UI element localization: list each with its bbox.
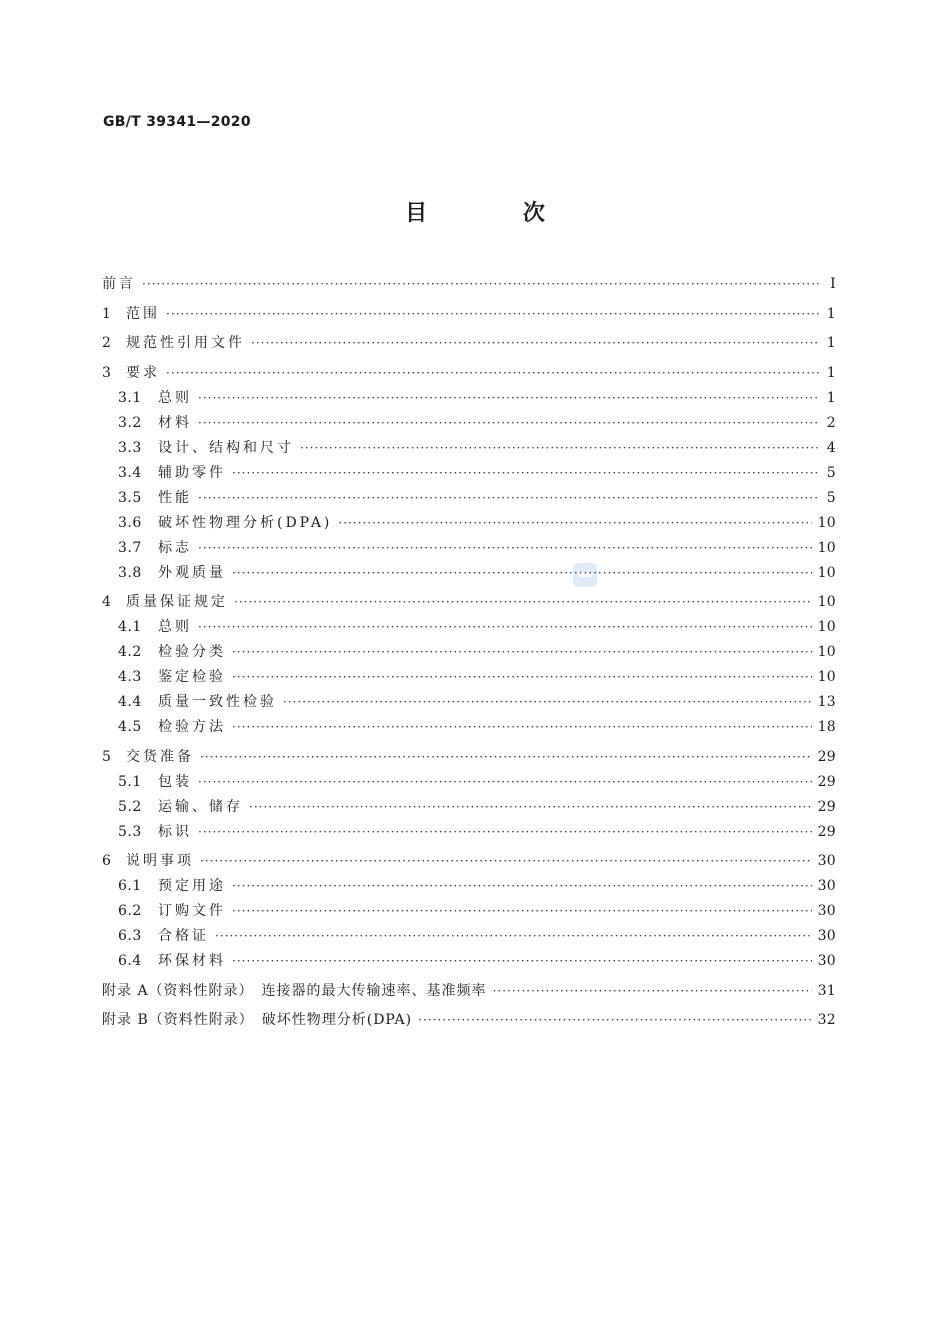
toc-leader-dots — [232, 899, 812, 924]
toc-entry-page: 29 — [817, 798, 836, 815]
toc-entry-page: 10 — [817, 644, 836, 660]
toc-leader-dots — [232, 461, 820, 486]
toc-entry-number: 3.1 — [118, 389, 142, 406]
toc-leader-dots — [215, 924, 812, 949]
toc-entry[interactable] — [102, 690, 836, 715]
toc-entry-title: 预定用途 — [158, 878, 226, 894]
toc-leader-dots — [232, 874, 812, 899]
toc-leader-dots — [166, 361, 820, 386]
toc-entry-number: 3.3 — [118, 439, 142, 456]
toc-leader-dots — [198, 411, 820, 436]
toc-entry-title: 性能 — [158, 489, 192, 506]
toc-entry-number: 3.5 — [118, 489, 142, 506]
toc-entry[interactable] — [102, 1008, 836, 1033]
toc-leader-dots — [232, 715, 812, 740]
toc-entry[interactable] — [102, 795, 836, 820]
toc-entry-number: 3 — [102, 364, 112, 381]
toc-entry-number: 6 — [102, 853, 112, 869]
toc-leader-dots — [200, 745, 812, 770]
toc-entry[interactable] — [102, 820, 836, 845]
toc-leader-dots — [200, 849, 812, 874]
toc-entry-title: 外观质量 — [158, 564, 226, 581]
toc-leader-dots — [300, 436, 820, 461]
toc-entry-title: 标志 — [158, 539, 192, 556]
toc-entry-page: 5 — [826, 489, 836, 506]
toc-entry-page: 30 — [817, 903, 836, 919]
toc-entry-title: 要求 — [126, 364, 160, 381]
toc-entry-page: 31 — [817, 982, 836, 999]
toc-entry[interactable] — [102, 899, 836, 924]
toc-leader-dots — [166, 302, 820, 327]
toc-entry-page: 30 — [817, 878, 836, 894]
toc-entry[interactable] — [102, 770, 836, 795]
toc-entry-number: 3.8 — [118, 564, 142, 581]
toc-entry[interactable] — [102, 561, 836, 586]
toc-entry[interactable] — [102, 640, 836, 665]
toc-entry-page: 10 — [817, 564, 836, 581]
toc-entry[interactable] — [102, 615, 836, 640]
toc-entry[interactable] — [102, 590, 836, 615]
toc-entry-page: 10 — [817, 514, 836, 531]
toc-entry-page: 29 — [817, 823, 836, 840]
toc-entry-title: 检验分类 — [158, 644, 226, 660]
toc-entry-page: Ⅰ — [830, 276, 836, 292]
toc-leader-dots — [232, 561, 812, 586]
toc-leader-dots — [198, 386, 820, 411]
toc-entry-page: 30 — [817, 953, 836, 969]
toc-entry[interactable] — [102, 849, 836, 874]
toc-entry-page: 1 — [826, 389, 836, 406]
toc-entry-number: 4.3 — [118, 669, 142, 685]
toc-entry-number: 5.1 — [118, 773, 142, 790]
toc-leader-dots — [232, 640, 812, 665]
toc-leader-dots — [493, 979, 812, 1004]
toc-entry-number: 1 — [102, 305, 112, 322]
toc-entry-number: 4.1 — [118, 619, 142, 635]
toc-entry[interactable] — [102, 486, 836, 511]
toc-leader-dots — [232, 949, 812, 974]
toc-entry-number: 4.2 — [118, 644, 142, 660]
toc-entry[interactable] — [102, 361, 836, 386]
toc-entry-title: 规范性引用文件 — [126, 335, 245, 351]
toc-entry[interactable] — [102, 536, 836, 561]
toc-entry[interactable] — [102, 979, 836, 1004]
toc-entry-page: 29 — [817, 773, 836, 790]
toc-entry-title: 环保材料 — [158, 953, 226, 969]
toc-entry-page: 30 — [817, 928, 836, 944]
toc-entry-page: 4 — [826, 439, 836, 456]
toc-entry-page: 10 — [817, 594, 836, 610]
toc-entry-page: 30 — [817, 853, 836, 869]
toc-entry-number: 4.4 — [118, 694, 142, 710]
toc-entry-number: 4 — [102, 594, 112, 610]
toc-entry-title: 范围 — [126, 305, 160, 322]
toc-entry-title: 订购文件 — [158, 903, 226, 919]
document-code: GB/T 39341—2020 — [103, 114, 251, 130]
toc-entry[interactable] — [102, 874, 836, 899]
toc-entry-title: 附录 B（资料性附录） 破坏性物理分析(DPA) — [102, 1012, 413, 1028]
toc-leader-dots — [198, 536, 812, 561]
toc-leader-dots — [198, 615, 812, 640]
toc-leader-dots — [249, 795, 812, 820]
toc-entry-number: 5.3 — [118, 823, 142, 840]
toc-entry-page: 5 — [826, 464, 836, 481]
toc-entry-title: 说明事项 — [126, 853, 194, 869]
toc-entry-title: 辅助零件 — [158, 464, 226, 481]
toc-entry-title: 破坏性物理分析(DPA) — [158, 514, 333, 531]
toc-entry-number: 3.6 — [118, 514, 142, 531]
toc-entry[interactable] — [102, 331, 836, 356]
toc-entry-number: 5.2 — [118, 798, 142, 815]
toc-entry-page: 1 — [826, 305, 836, 322]
toc-entry-number: 2 — [102, 335, 112, 351]
toc-entry-page: 18 — [817, 719, 836, 735]
toc-entry-title: 材料 — [158, 414, 192, 431]
page-title: 目 次 — [405, 201, 589, 226]
toc-entry[interactable] — [102, 715, 836, 740]
toc-entry-number: 4.5 — [118, 719, 142, 735]
toc-entry-number: 6.1 — [118, 878, 142, 894]
toc-entry-title: 鉴定检验 — [158, 669, 226, 685]
toc-entry-title: 总则 — [158, 619, 192, 635]
toc-leader-dots — [251, 331, 820, 356]
toc-entry-number: 3.4 — [118, 464, 142, 481]
toc-entry-number: 3.2 — [118, 414, 142, 431]
toc-entry-page: 2 — [826, 414, 836, 431]
toc-entry[interactable] — [102, 511, 836, 536]
toc-entry-title: 质量保证规定 — [126, 594, 228, 610]
toc-leader-dots — [338, 511, 811, 536]
toc-entry-title: 质量一致性检验 — [158, 694, 277, 710]
toc-entry[interactable] — [102, 436, 836, 461]
toc-entry[interactable] — [102, 949, 836, 974]
toc-entry-page: 32 — [817, 1012, 836, 1028]
toc-leader-dots — [418, 1008, 811, 1033]
toc-entry-title: 包装 — [158, 773, 192, 790]
toc-entry-title: 总则 — [158, 389, 192, 406]
toc-entry-title: 合格证 — [158, 928, 209, 944]
toc-entry-number: 6.4 — [118, 953, 142, 969]
toc-entry[interactable] — [102, 386, 836, 411]
toc-entry-number: 3.7 — [118, 539, 142, 556]
toc-entry-title: 设计、结构和尺寸 — [158, 439, 294, 456]
table-of-contents — [102, 272, 836, 1033]
toc-entry[interactable] — [102, 272, 836, 297]
toc-entry[interactable] — [102, 302, 836, 327]
toc-leader-dots — [198, 770, 812, 795]
toc-entry-title: 交货准备 — [126, 748, 194, 765]
toc-leader-dots — [234, 590, 812, 615]
toc-entry-page: 1 — [826, 364, 836, 381]
toc-entry-title: 前言 — [102, 276, 136, 292]
toc-entry[interactable] — [102, 461, 836, 486]
toc-entry-title: 检验方法 — [158, 719, 226, 735]
toc-entry-page: 10 — [817, 539, 836, 556]
toc-entry-page: 10 — [817, 619, 836, 635]
toc-entry[interactable] — [102, 411, 836, 436]
toc-entry-number: 5 — [102, 748, 112, 765]
toc-entry-number: 6.2 — [118, 903, 142, 919]
toc-entry-page: 1 — [826, 335, 836, 351]
toc-entry[interactable] — [102, 924, 836, 949]
toc-leader-dots — [142, 272, 820, 297]
toc-entry-page: 13 — [817, 694, 836, 710]
toc-entry-page: 10 — [817, 669, 836, 685]
toc-entry-title: 标识 — [158, 823, 192, 840]
toc-leader-dots — [232, 665, 812, 690]
toc-leader-dots — [283, 690, 812, 715]
toc-leader-dots — [198, 486, 820, 511]
toc-entry-title: 运输、储存 — [158, 798, 243, 815]
toc-entry[interactable] — [102, 665, 836, 690]
toc-entry-title: 附录 A（资料性附录） 连接器的最大传输速率、基准频率 — [102, 982, 487, 999]
toc-leader-dots — [198, 820, 812, 845]
toc-entry-page: 29 — [817, 748, 836, 765]
toc-entry-number: 6.3 — [118, 928, 142, 944]
toc-entry[interactable] — [102, 745, 836, 770]
